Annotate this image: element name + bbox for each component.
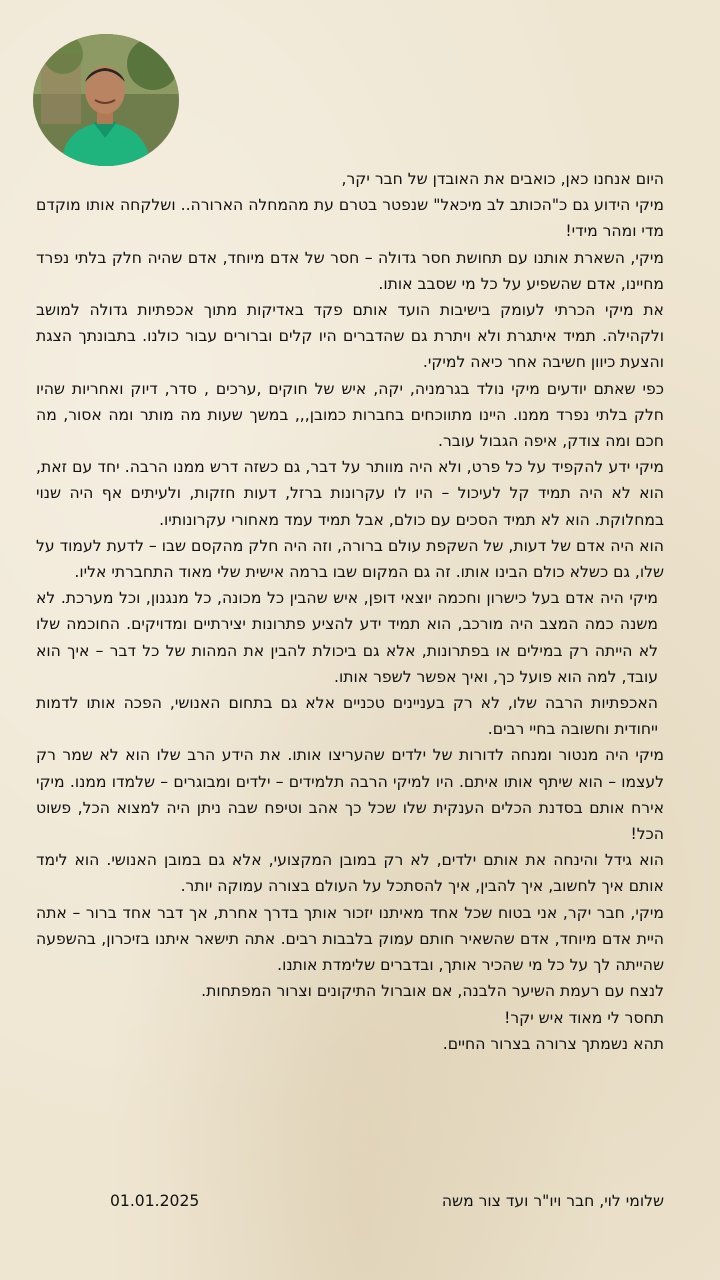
paragraph: מיקי ידע להקפיד על כל פרט, ולא היה מוותר על דבר, גם כשזה דרש ממנו הרבה. יחד עם זאת, הוא לא היה תמיד קל לעיכול – היו לו עקרונות ברזל, דעות חזקות, ולעיתים אף היה שנוי במחלוקת. הוא לא תמיד הסכים עם כולם, אבל תמיד עמד מאחורי עקרונותיו. (36, 458, 664, 529)
signature-block (100, 1188, 664, 1214)
paragraph: הוא גידל והינחה את אותם ילדים, לא רק במובן המקצועי, אלא גם במובן האנושי. הוא לימד אותם איך לחשוב, איך להבין, איך להסתכל על העולם בצורה עמוקה יותר. (36, 851, 664, 896)
portrait-photo (33, 34, 179, 166)
paragraph: מיקי היה מנטור ומנחה לדורות של ילדים שהעריצו אותו. את הידע הרב שלו הוא לא שמר רק לעצמו – הוא שיתף אותו איתם. היו למיקי הרבה תלמידים – ילדים ומבוגרים – שלמדו ממנו. מיקי אירח אותם בסדנת הכלים הענקית שלו שכל כך אהב וטיפח שבה ניתן היה למצוא הכל, פשוט הכל! (36, 746, 664, 844)
paragraph: מיקי הידוע גם כ"הכותב לב מיכאל" שנפטר בטרם עת מהמחלה הארורה.. ושלקחה אותו מוקדם מדי ומהר מידי! (36, 196, 664, 241)
paragraph: האכפתיות הרבה שלו, לא רק בעניינים טכניים אלא גם בתחום האנושי, הפכה אותו לדמות ייחודית וחשובה בחיי רבים. (36, 694, 658, 739)
paragraph: היום אנחנו כאן, כואבים את האובדן של חבר יקר, (341, 170, 664, 188)
paragraph: תהא נשמתך צרורה בצרור החיים. (442, 1034, 664, 1053)
signature-name: שלומי לוי, חבר ויו"ר ועד צור משה (441, 1192, 664, 1210)
paragraph: הוא היה אדם של דעות, של השקפת עולם ברורה, וזה היה חלק מהקסם שבו – לדעת לעמוד על שלו, גם כשלא כולם הבינו אותו. זה גם המקום שבו ברמה אישית שלי מאוד התחברתי אליו. (36, 536, 664, 582)
paragraph: מיקי, השארת אותנו עם תחושת חסר גדולה – חסר של אדם מיוחד, אדם שהיה חלק בלתי נפרד מחיינו, אדם שהשפיע על כל מי שסבב אותו. (36, 248, 664, 293)
paragraph: מיקי היה אדם בעל כישרון וחכמה יוצאי דופן, איש שהבין כל מכונה, כל מנגנון, וכל מערכת. לא משנה כמה המצב היה מורכב, הוא תמיד ידע להציע פתרונות יצירתיים ומדויקים. החוכמה שלו לא הייתה רק במילים או בפתרונות, אלא גם ביכולת להבין את המהות של כל דבר – איך הוא עובד, למה הוא פועל כך, ואיך אפשר לשפר אותו. (36, 589, 658, 686)
paragraph: את מיקי הכרתי לעומק בישיבות הועד אותם פקד באדיקות מתוך אכפתיות גדולה למושב ולקהילה. תמיד איתגרת ולא ויתרת גם שהדברים היו קלים וברורים עבור כולנו. בתבונתך הצגת והצעת כיוון חשיבה אחר כיאה למיקי. (36, 301, 664, 372)
paragraph: תחסר לי מאוד איש יקר! (504, 1008, 664, 1027)
memorial-letter (36, 166, 664, 1057)
signature-date: 01.01.2025 (110, 1192, 200, 1210)
paragraph: לנצח עם רעמת השיער הלבנה, אם אוברול התיקונים וצרור המפתחות. (201, 982, 664, 1001)
paragraph: מיקי, חבר יקר, אני בטוח שכל אחד מאיתנו יזכור אותך בדרך אחרת, אך דבר אחד ברור – אתה היית אדם מיוחד, אדם שהשאיר חותם עמוק בלבבות רבים. אתה תישאר איתנו בזיכרון, בהשפעה שהייתה לך על כל מי שהכיר אותך, ובדברים שלימדת אותנו. (36, 903, 664, 975)
paragraph: כפי שאתם יודעים מיקי נולד בגרמניה, יקה, איש של חוקים ,ערכים , סדר, דיוק ואחריות שהיו חלק בלתי נפרד ממנו. היינו מתווכחים בחברות כמובן,,, במשך שעות מה מותר ומה אסור, מה חכם ומה צודק, איפה הגבול עובר. (36, 379, 664, 451)
person-photo-icon (33, 34, 179, 166)
